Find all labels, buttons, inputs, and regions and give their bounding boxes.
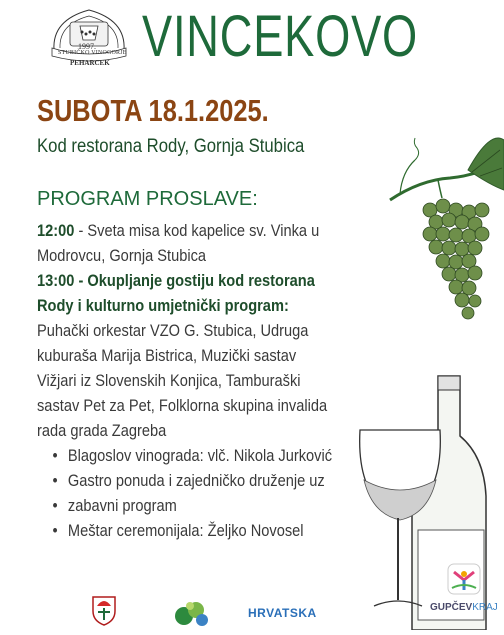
item1-time: 12:00 <box>37 221 75 240</box>
item2-time: 13:00 <box>37 271 75 290</box>
performer-line: Puhački orkestar VZO G. Stubica, Udruga <box>37 321 309 340</box>
program-heading: PROGRAM PROSLAVE: <box>37 188 258 210</box>
gupcev-kraj-icon <box>446 562 482 596</box>
program-list <box>37 218 377 543</box>
program-item-2 <box>37 268 329 293</box>
bullet-item <box>49 443 331 468</box>
event-venue: Kod restorana Rody, Gornja Stubica <box>37 136 305 157</box>
bullet-text: Blagoslov vinograda: vlč. Nikola Jurković <box>67 446 333 465</box>
logo-year: 1997. <box>78 42 96 51</box>
hrvatska-logo: HRVATSKA <box>248 606 317 620</box>
bullet-item <box>49 468 331 493</box>
logo-society: STUBIČKO VINOGORJE <box>58 50 127 56</box>
sponsor-green-logo <box>170 598 212 628</box>
bullet-item <box>49 518 331 543</box>
gupcev-kraj-logo <box>430 562 496 622</box>
municipality-coat-of-arms <box>92 596 116 626</box>
item2-line2: Rody i kulturno umjetnički program: <box>37 296 289 315</box>
performer-line: Vižjari iz Slovenskih Konjica, Tamburaški <box>37 371 301 390</box>
event-title: VINCEKOVO <box>142 4 419 69</box>
bullet-list <box>49 443 377 543</box>
performer-line: sastav Pet za Pet, Folklorna skupina invalida <box>37 396 328 415</box>
program-item-1 <box>37 218 329 243</box>
bullet-text: Meštar ceremonijala: Željko Novosel <box>67 521 304 540</box>
bullet-continuation <box>49 493 331 518</box>
item1-line2: Modrovcu, Gornja Stubica <box>37 246 207 265</box>
performer-line: rada grada Zagreba <box>37 421 167 440</box>
bullet-text: zabavni program <box>67 496 177 515</box>
kraj-text: KRAJ <box>472 602 498 613</box>
grape-vine-illustration <box>380 120 504 350</box>
gupcev-text: GUPČEV <box>430 602 473 613</box>
performer-line: kuburaša Marija Bistrica, Muzički sastav <box>37 346 297 365</box>
gupcev-kraj-wordmark <box>430 602 498 613</box>
item1-line1: - Sveta misa kod kapelice sv. Vinka u <box>74 221 320 240</box>
logo-name: PEHARCEK <box>70 59 110 67</box>
event-date: SUBOTA 18.1.2025. <box>37 93 269 128</box>
item2-line1: - Okupljanje gostiju kod restorana <box>74 271 315 290</box>
bullet-text: Gastro ponuda i zajedničko druženje uz <box>67 471 325 490</box>
